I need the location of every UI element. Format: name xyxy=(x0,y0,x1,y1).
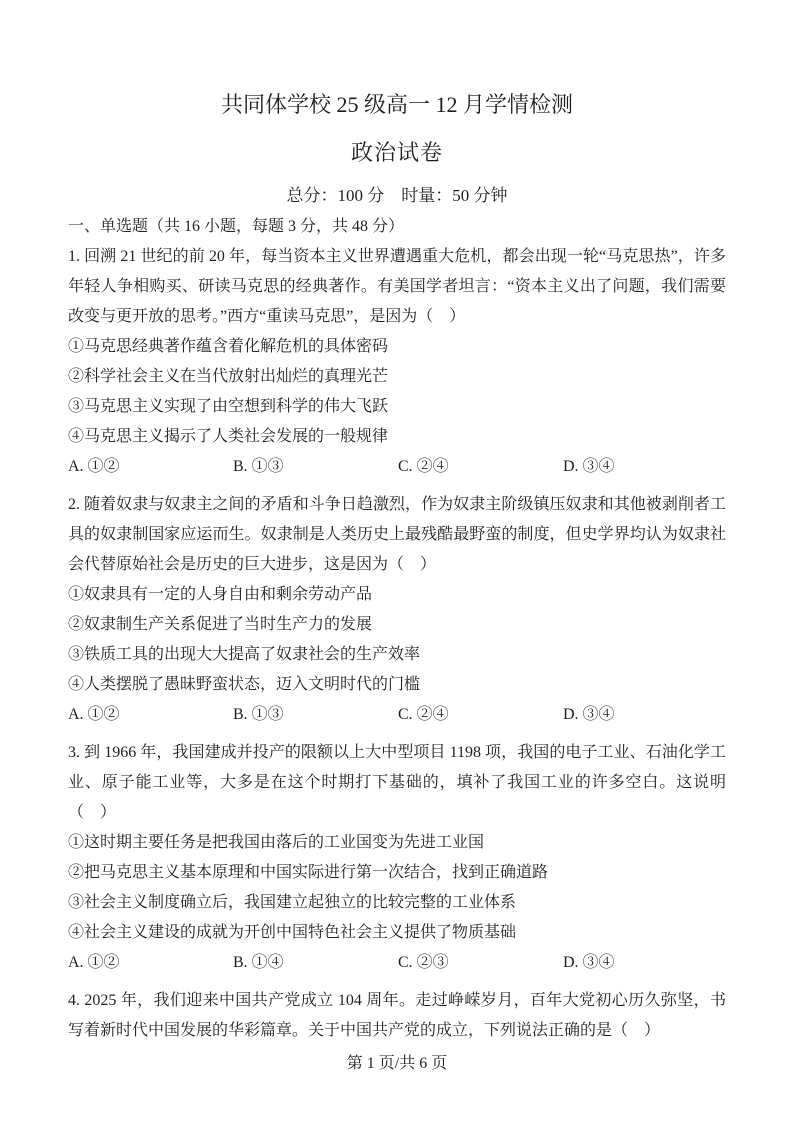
choice-row xyxy=(68,452,726,482)
question-item: ③马克思主义实现了由空想到科学的伟大飞跃 xyxy=(68,398,389,415)
choice-option: B. ①③ xyxy=(233,458,284,475)
question-item: ①马克思经典著作蕴含着化解危机的具体密码 xyxy=(68,338,389,355)
question-item: ③铁质工具的出现大大提高了奴隶社会的生产效率 xyxy=(68,646,421,663)
choice-option: C. ②④ xyxy=(398,458,449,475)
choice-option: A. ①② xyxy=(68,458,120,475)
question-stem: 4. 2025 年，我们迎来中国共产党成立 104 周年。走过峥嵘岁月，百年大党初心历久弥坚，书写着新时代中国发展的华彩篇章。关于中国共产党的成立，下列说法正确的是（ ） xyxy=(68,992,726,1039)
section-heading: 一、单选题（共 16 小题，每题 3 分，共 48 分） xyxy=(68,218,405,235)
question-block xyxy=(68,986,726,1046)
questions-list xyxy=(68,242,726,1046)
question-item: ②奴隶制生产关系促进了当时生产力的发展 xyxy=(68,616,373,633)
choice-option: D. ③④ xyxy=(563,706,615,723)
question-stem: 1. 回溯 21 世纪的前 20 年，每当资本主义世界遭遇重大危机，都会出现一轮“马克思热”，许多年轻人争相购买、研读马克思的经典著作。有美国学者坦言：“资本主义出了问题，我们需要改变与更开放的思考。”西方“重读马克思”，是因为（ ） xyxy=(68,248,726,325)
choice-row xyxy=(68,948,726,978)
page-footer: 第 1 页/共 6 页 xyxy=(346,1055,448,1072)
page-title: 共同体学校 25 级高一 12 月学情检测 xyxy=(220,92,573,117)
choice-option: B. ①③ xyxy=(233,706,284,723)
question-block xyxy=(68,490,726,730)
question-item: ②科学社会主义在当代放射出灿烂的真理光芒 xyxy=(68,368,389,385)
question-item: ②把马克思主义基本原理和中国实际进行第一次结合，找到正确道路 xyxy=(68,864,549,881)
choice-option: A. ①② xyxy=(68,954,120,971)
choice-option: B. ①④ xyxy=(233,954,284,971)
question-block xyxy=(68,738,726,978)
question-item: ③社会主义制度确立后，我国建立起独立的比较完整的工业体系 xyxy=(68,894,517,911)
choice-option: D. ③④ xyxy=(563,954,615,971)
paper-meta: 总分：100 分 时量：50 分钟 xyxy=(286,186,508,205)
question-stem: 2. 随着奴隶与奴隶主之间的矛盾和斗争日趋激烈，作为奴隶主阶级镇压奴隶和其他被剥削者工具的奴隶制国家应运而生。奴隶制是人类历史上最残酷最野蛮的制度，但史学界均认为奴隶社会代替原始社会是历史的巨大进步，这是因为（ ） xyxy=(68,496,726,573)
choice-option: C. ②④ xyxy=(398,706,449,723)
question-item: ①奴隶具有一定的人身自由和剩余劳动产品 xyxy=(68,586,373,603)
question-item: ④马克思主义揭示了人类社会发展的一般规律 xyxy=(68,428,389,445)
question-block xyxy=(68,242,726,482)
question-item: ④社会主义建设的成就为开创中国特色社会主义提供了物质基础 xyxy=(68,924,517,941)
choice-option: C. ②③ xyxy=(398,954,449,971)
question-stem: 3. 到 1966 年，我国建成并投产的限额以上大中型项目 1198 项，我国的电子工业、石油化学工业、原子能工业等，大多是在这个时期打下基础的，填补了我国工业的许多空白。这说明（ ） xyxy=(68,744,726,821)
paper-subtitle: 政治试卷 xyxy=(350,140,443,165)
choice-option: D. ③④ xyxy=(563,458,615,475)
question-item: ④人类摆脱了愚昧野蛮状态，迈入文明时代的门槛 xyxy=(68,676,421,693)
question-item: ①这时期主要任务是把我国由落后的工业国变为先进工业国 xyxy=(68,834,485,851)
choice-row xyxy=(68,700,726,730)
choice-option: A. ①② xyxy=(68,706,120,723)
